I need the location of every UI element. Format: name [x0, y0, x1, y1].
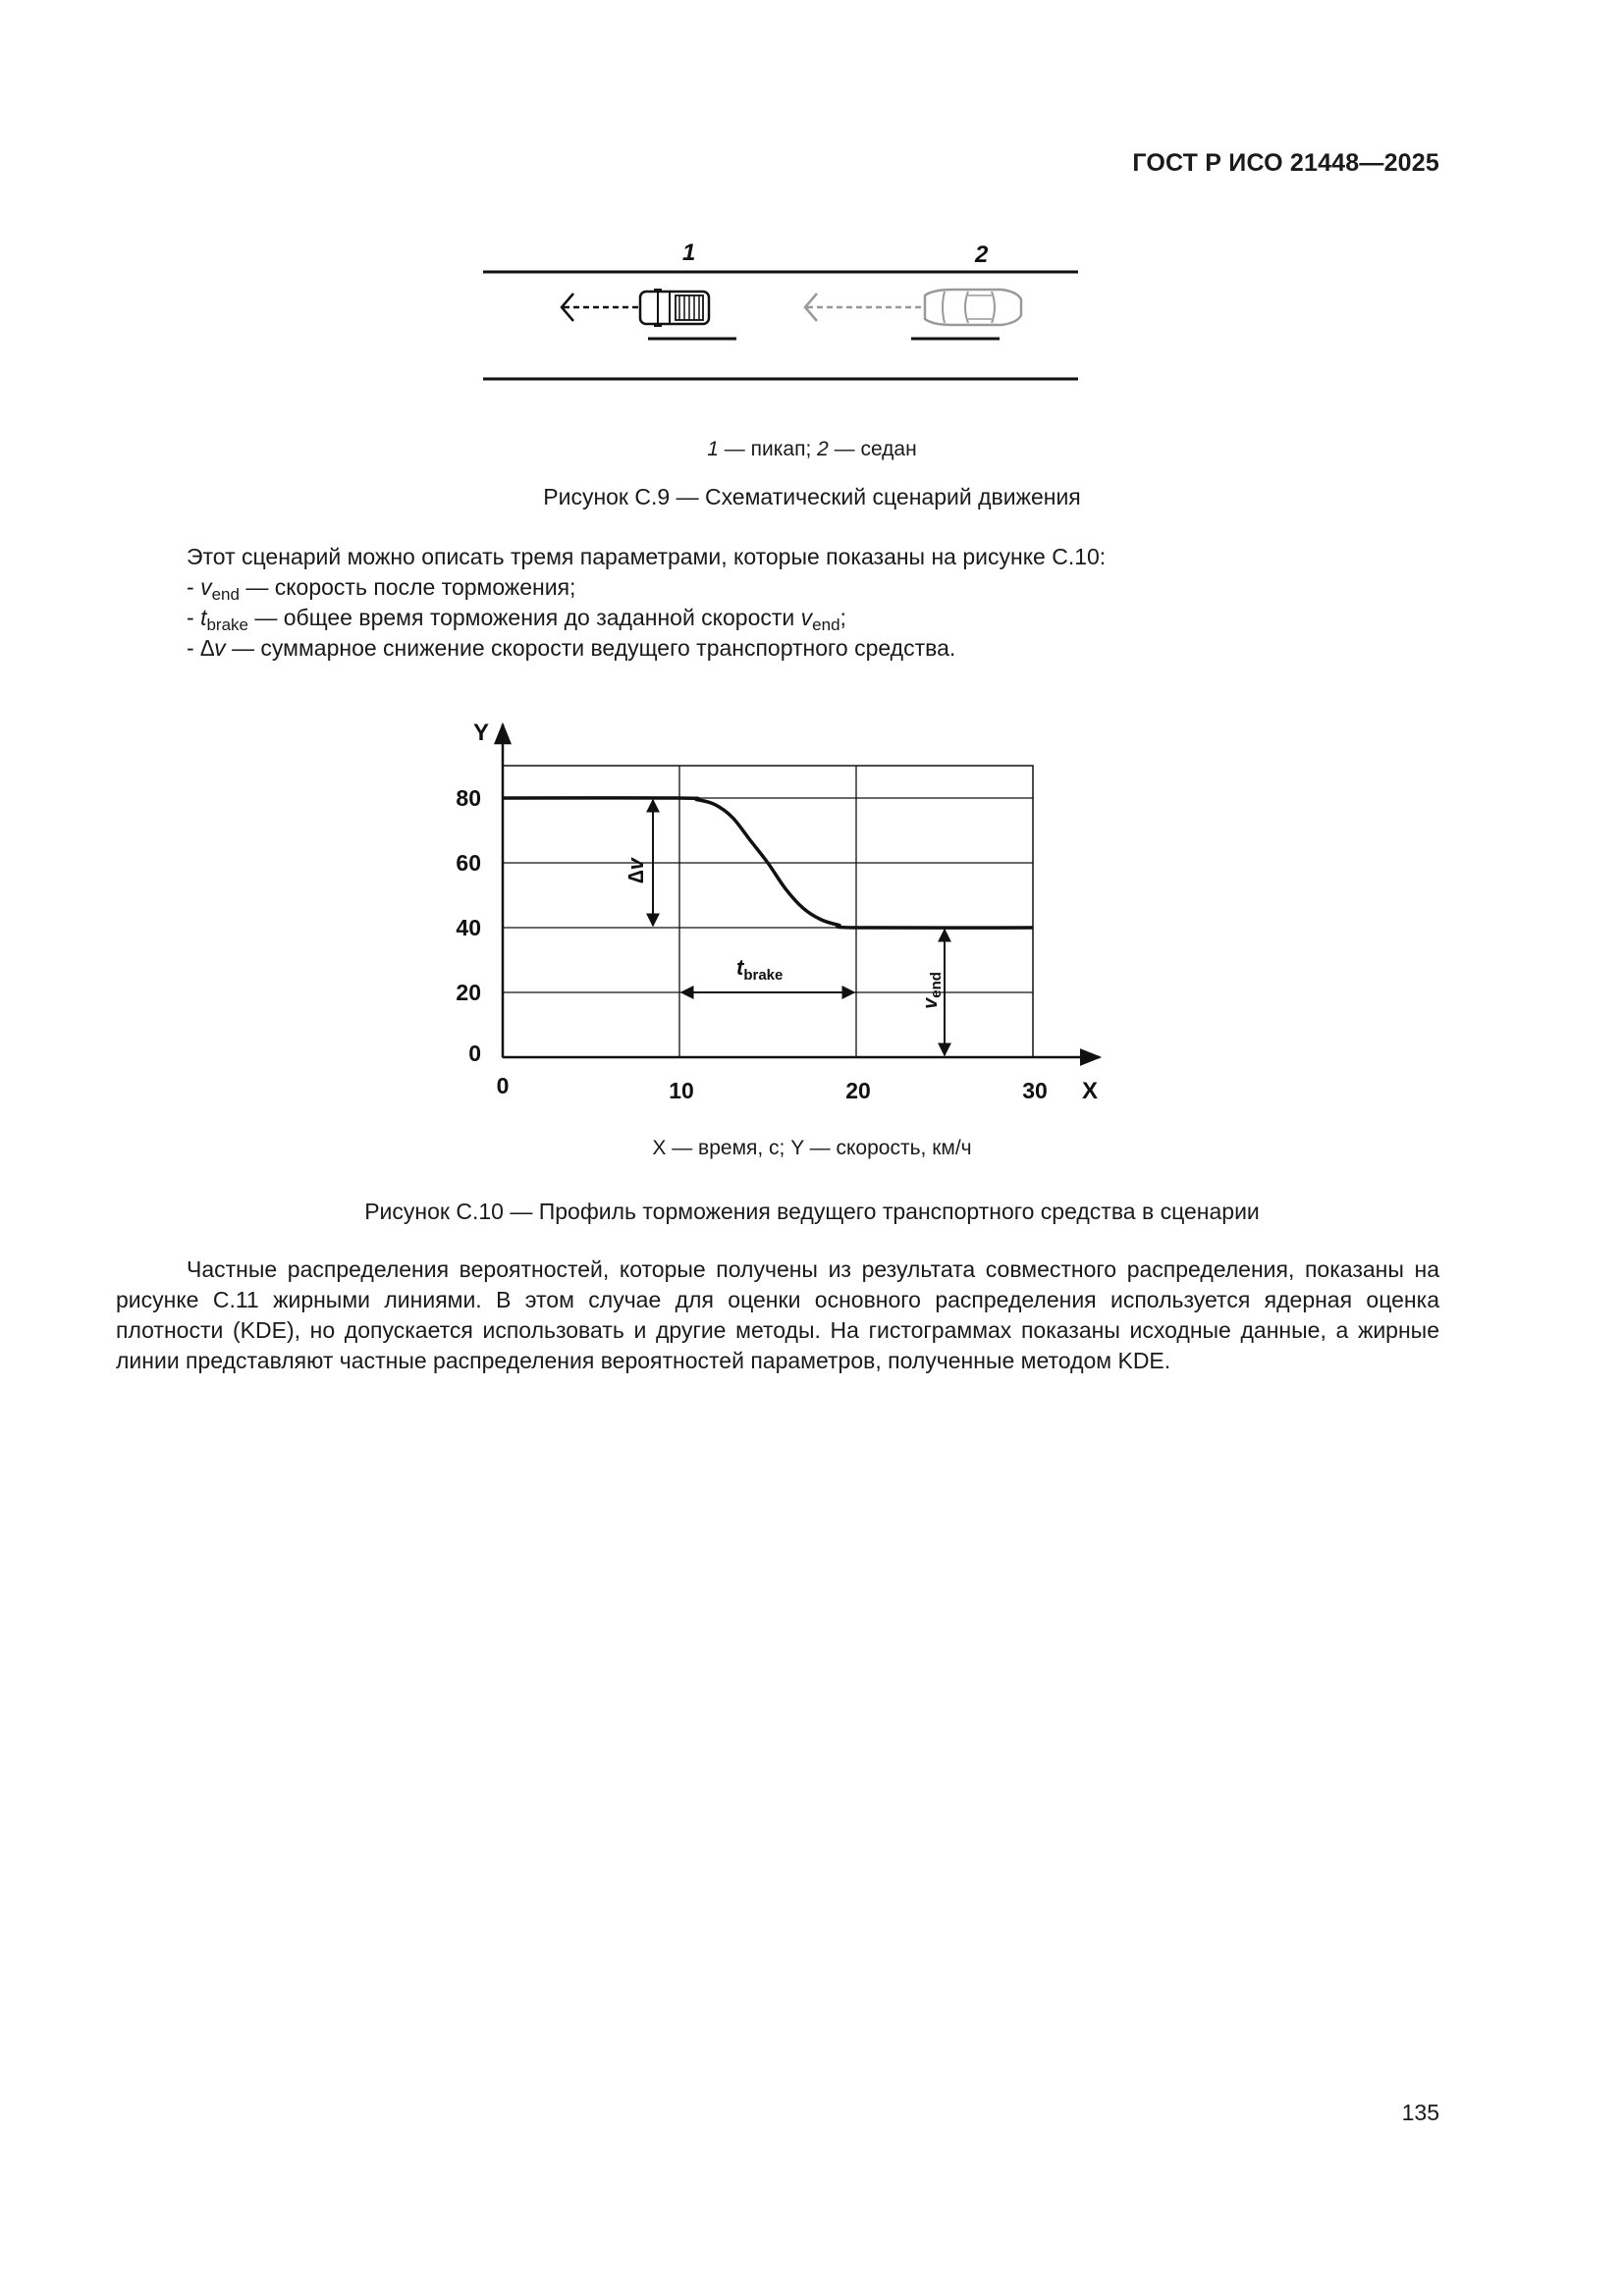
vehicle-2-label: 2 [975, 241, 989, 268]
x-tick-label: 10 [669, 1078, 694, 1103]
y-tick-label: 20 [456, 980, 481, 1005]
delta-v-label: ∆v [623, 858, 648, 883]
page-number: 135 [1401, 2100, 1439, 2125]
sedan-icon [805, 290, 1021, 325]
x-tick-label: 0 [496, 1073, 510, 1098]
figure-c10-caption: Рисунок С.10 — Профиль торможения ведущего транспортного средства в сценарии [364, 1199, 1260, 1224]
y-axis-label: Y [473, 720, 490, 746]
list-item-delta-v: - ∆v — суммарное снижение скорости ведущего транспортного средства. [187, 635, 956, 661]
figure-c9-caption: Рисунок С.9 — Схематический сценарий движения [543, 484, 1081, 509]
x-tick-label: 30 [1022, 1078, 1048, 1103]
pickup-icon [562, 290, 709, 326]
y-tick-label: 60 [456, 850, 481, 876]
braking-profile-chart [432, 707, 1139, 1129]
list-item-t-brake: - $t_{brake}$ — общее время торможения до заданной скорости $v_{end}$; [187, 605, 846, 634]
y-tick-label: 80 [456, 785, 481, 811]
v-end-label: $v_{end}$ [920, 972, 945, 1009]
list-lead: Этот сценарий можно описать тремя параметрами, которые показаны на рисунке С.10: [187, 544, 1107, 569]
figure-c9-road-diagram [471, 231, 1100, 388]
y-tick-label: 40 [456, 915, 481, 940]
body-paragraph: Частные распределения вероятностей, которые получены из результата совместного распределения, показаны на рисунке С.11 жирными линиями. В этом случае для оценки основного распределения используется ядерная оценка плотности (KDE), но допускается использовать и другие методы. На гистограммах показаны исходные данные, а жирные линии представляют частные распределения вероятностей параметров, полученные методом KDE. [116, 1256, 1439, 1373]
y-tick-label: 0 [468, 1041, 481, 1066]
t-brake-label: $t_{brake}$ [736, 955, 784, 984]
x-axis-label: X [1082, 1078, 1099, 1104]
list-item-v-end: - $v_{end}$ — скорость после торможения; [187, 574, 576, 604]
parameter-list [187, 542, 1106, 664]
figure-c9-legend: 1 — пикап; 2 — седан [707, 438, 917, 460]
document-header: ГОСТ Р ИСО 21448—2025 [1132, 149, 1439, 177]
figure-c10-legend: X — время, с; Y — скорость, км/ч [652, 1137, 972, 1159]
x-tick-label: 20 [845, 1078, 871, 1103]
vehicle-1-label: 1 [682, 240, 696, 266]
plot-frame [503, 766, 1033, 1057]
